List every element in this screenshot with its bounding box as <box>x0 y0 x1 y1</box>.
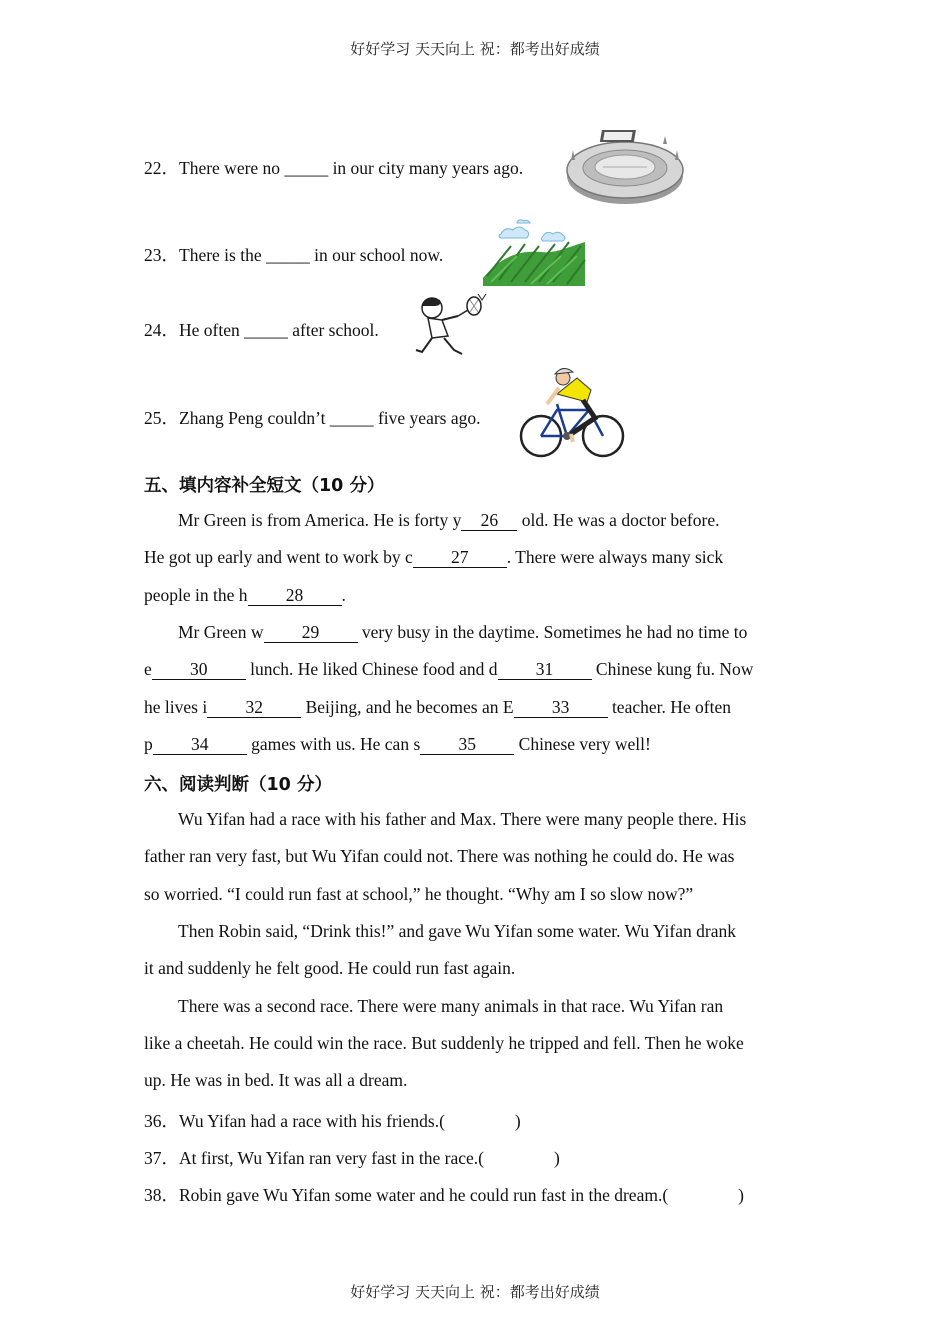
answer-blank[interactable]: _____ <box>329 408 374 428</box>
passage-text: . <box>341 585 346 605</box>
passage-line: up. He was in bed. It was all a dream. <box>144 1070 408 1090</box>
passage-text: Mr Green is from America. He is forty y <box>178 510 462 530</box>
question-text: Robin gave Wu Yifan some water and he could run fast in the dream.( <box>179 1185 669 1205</box>
passage-text: He got up early and went to work by c <box>144 547 413 567</box>
passage-line: so worried. “I could run fast at school,” he thought. “Why am I so slow now?” <box>144 884 694 904</box>
passage-text: lunch. He liked Chinese food and d <box>245 659 498 679</box>
answer-blank-27[interactable]: 27 <box>413 548 507 568</box>
answer-blank-31[interactable]: 31 <box>498 660 592 680</box>
passage-text: Chinese kung fu. Now <box>591 659 754 679</box>
question-24 <box>144 317 379 342</box>
badminton-boy-image <box>412 294 488 366</box>
question-number: 37． <box>144 1148 179 1168</box>
passage-text: games with us. He can s <box>246 734 421 754</box>
passage-line: it and suddenly he felt good. He could run fast again. <box>144 958 516 978</box>
page-footer: 好好学习 天天向上 祝：都考出好成绩 <box>350 1283 600 1301</box>
question-number: 23． <box>144 245 179 265</box>
page-header: 好好学习 天天向上 祝：都考出好成绩 <box>350 40 600 58</box>
answer-blank[interactable]: _____ <box>244 320 288 340</box>
question-number: 24． <box>144 320 179 340</box>
passage-line <box>144 734 651 755</box>
question-22 <box>144 155 523 180</box>
stadium-image <box>563 124 688 210</box>
question-36 <box>144 1108 521 1133</box>
answer-blank-32[interactable]: 32 <box>207 698 301 718</box>
passage-line <box>144 547 723 568</box>
answer-blank-26[interactable]: 26 <box>461 511 517 531</box>
answer-blank-35[interactable]: 35 <box>420 735 514 755</box>
passage-line: There was a second race. There were many animals in that race. Wu Yifan ran <box>178 996 724 1016</box>
passage-text: Chinese very well! <box>514 734 651 754</box>
passage-text: very busy in the daytime. Sometimes he had no time to <box>357 622 748 642</box>
answer-blank[interactable]: _____ <box>265 245 310 265</box>
question-text: Wu Yifan had a race with his friends.( <box>179 1111 445 1131</box>
passage-line <box>144 585 346 606</box>
question-25 <box>144 405 481 430</box>
question-text: ) <box>514 1111 521 1131</box>
grass-image <box>481 216 587 288</box>
cyclist-image <box>517 364 627 464</box>
passage-line: father ran very fast, but Wu Yifan could not. There was nothing he could do. He was <box>144 846 735 866</box>
passage-text: . There were always many sick <box>506 547 724 567</box>
question-number: 25． <box>144 408 179 428</box>
question-text: in our city many years ago. <box>328 158 524 178</box>
passage-line: Then Robin said, “Drink this!” and gave Wu Yifan some water. Wu Yifan drank <box>178 921 736 941</box>
passage-line <box>144 697 731 718</box>
question-number: 22． <box>144 158 179 178</box>
question-38 <box>144 1182 744 1207</box>
question-text: in our school now. <box>309 245 444 265</box>
passage-text: Beijing, and he becomes an E <box>301 697 514 717</box>
answer-blank-30[interactable]: 30 <box>152 660 246 680</box>
question-text: ) <box>553 1148 560 1168</box>
passage-text: teacher. He often <box>607 697 731 717</box>
section-title: 六、阅读判断（10 分） <box>144 775 332 795</box>
passage-line: Wu Yifan had a race with his father and Max. There were many people there. His <box>178 809 747 829</box>
question-text: At first, Wu Yifan ran very fast in the race.( <box>179 1148 484 1168</box>
passage-text: he lives i <box>144 697 208 717</box>
answer-blank-33[interactable]: 33 <box>514 698 608 718</box>
question-number: 38． <box>144 1185 179 1205</box>
section-title: 五、填内容补全短文（10 分） <box>144 476 385 496</box>
passage-text: p <box>144 734 153 754</box>
question-text: Zhang Peng couldn’t <box>179 408 330 428</box>
passage-line <box>178 622 747 643</box>
question-text: after school. <box>287 320 379 340</box>
passage-text: people in the h <box>144 585 248 605</box>
answer-blank-28[interactable]: 28 <box>248 586 342 606</box>
question-23 <box>144 242 443 267</box>
passage-line <box>178 510 719 531</box>
answer-blank-29[interactable]: 29 <box>264 623 358 643</box>
question-text: There were no <box>179 158 285 178</box>
answer-blank-34[interactable]: 34 <box>153 735 247 755</box>
question-text: There is the <box>179 245 266 265</box>
passage-line <box>144 659 753 680</box>
question-text: He often <box>179 320 245 340</box>
passage-text: Mr Green w <box>178 622 264 642</box>
question-text: five years ago. <box>373 408 481 428</box>
question-text: ) <box>738 1185 744 1205</box>
question-37 <box>144 1145 560 1170</box>
answer-blank[interactable]: _____ <box>284 158 329 178</box>
passage-text: e <box>144 659 152 679</box>
question-number: 36． <box>144 1111 179 1131</box>
passage-line: like a cheetah. He could win the race. But suddenly he tripped and fell. Then he woke <box>144 1033 744 1053</box>
passage-text: old. He was a doctor before. <box>517 510 720 530</box>
